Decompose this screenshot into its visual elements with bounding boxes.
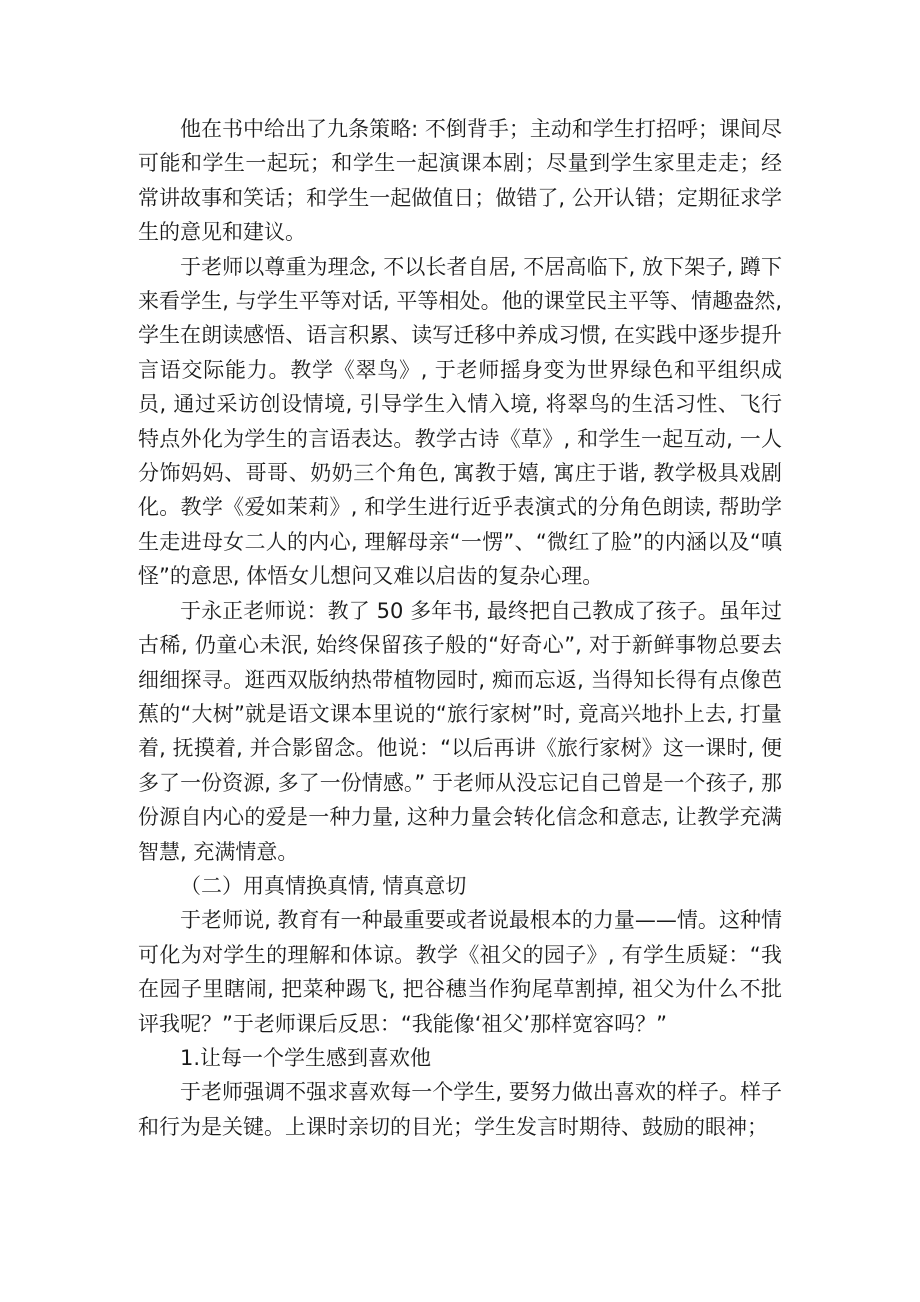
paragraph-emotion: 于老师说, 教育有一种最重要或者说最根本的力量——情。这种情可化为对学生的理解和体谅。教学《祖父的园子》, 有学生质疑：“我在园子里瞎闹, 把菜种踢飞, 把谷穗当作狗尾草割掉, 祖父为什么不批评我呢？”于老师课后反思：“我能像‘祖父’那样宽容吗？” — [138, 908, 782, 1036]
paragraph-childlike: 于永正老师说：教了 50 多年书, 最终把自己教成了孩子。虽年过古稀, 仍童心未泯, 始终保留孩子般的“好奇心”, 对于新鲜事物总要去细细探寻。逛西双版纳热带植物园时, 痴而忘返, 当得知长得有点像芭蕉的“大树”就是语文课本里说的“旅行家树”时, 竟高兴地扑上去, 打量着, 抚摸着, 并合影留念。他说：“以后再讲《旅行家树》这一课时, 便多了一份资源, 多了一份情感。” 于老师从没忘记自己曾是一个孩子, 那份源自内心的爱是一种力量, 这种力量会转化信念和意志, 让教学充满智慧, 充满情意。 — [138, 598, 782, 864]
section-heading: （二）用真情换真情, 情真意切 — [180, 873, 467, 898]
subsection-heading: 1.让每一个学生感到喜欢他 — [180, 1045, 432, 1070]
paragraph-like-students: 于老师强调不强求喜欢每一个学生, 要努力做出喜欢的样子。样子和行为是关键。上课时亲切的目光；学生发言时期待、鼓励的眼神； — [138, 1080, 782, 1139]
paragraph-respect: 于老师以尊重为理念, 不以长者自居, 不居高临下, 放下架子, 蹲下来看学生, 与学生平等对话, 平等相处。他的课堂民主平等、情趣盎然, 学生在朗读感悟、语言积累、读写迁移中养成习惯, 在实践中逐步提升言语交际能力。教学《翠鸟》, 于老师摇身变为世界绿色和平组织成员, 通过采访创设情境, 引导学生入情入境, 将翠鸟的生活习性、飞行特点外化为学生的言语表达。教学古诗《草》, 和学生一起互动, 一人分饰妈妈、哥哥、奶奶三个角色, 寓教于嬉, 寓庄于谐, 教学极具戏剧化。教学《爱如茉莉》, 和学生进行近乎表演式的分角色朗读, 帮助学生走进母女二人的内心, 理解母亲“一愣”、“微红了脸”的内涵以及“嗔怪”的意思, 体悟女儿想问又难以启齿的复杂心理。 — [138, 254, 782, 589]
paragraph-strategies: 他在书中给出了九条策略: 不倒背手；主动和学生打招呼；课间尽可能和学生一起玩；和学生一起演课本剧；尽量到学生家里走走；经常讲故事和笑话；和学生一起做值日；做错了, 公开认错；定期征求学生的意见和建议。 — [138, 117, 782, 245]
document-body — [138, 112, 782, 1144]
